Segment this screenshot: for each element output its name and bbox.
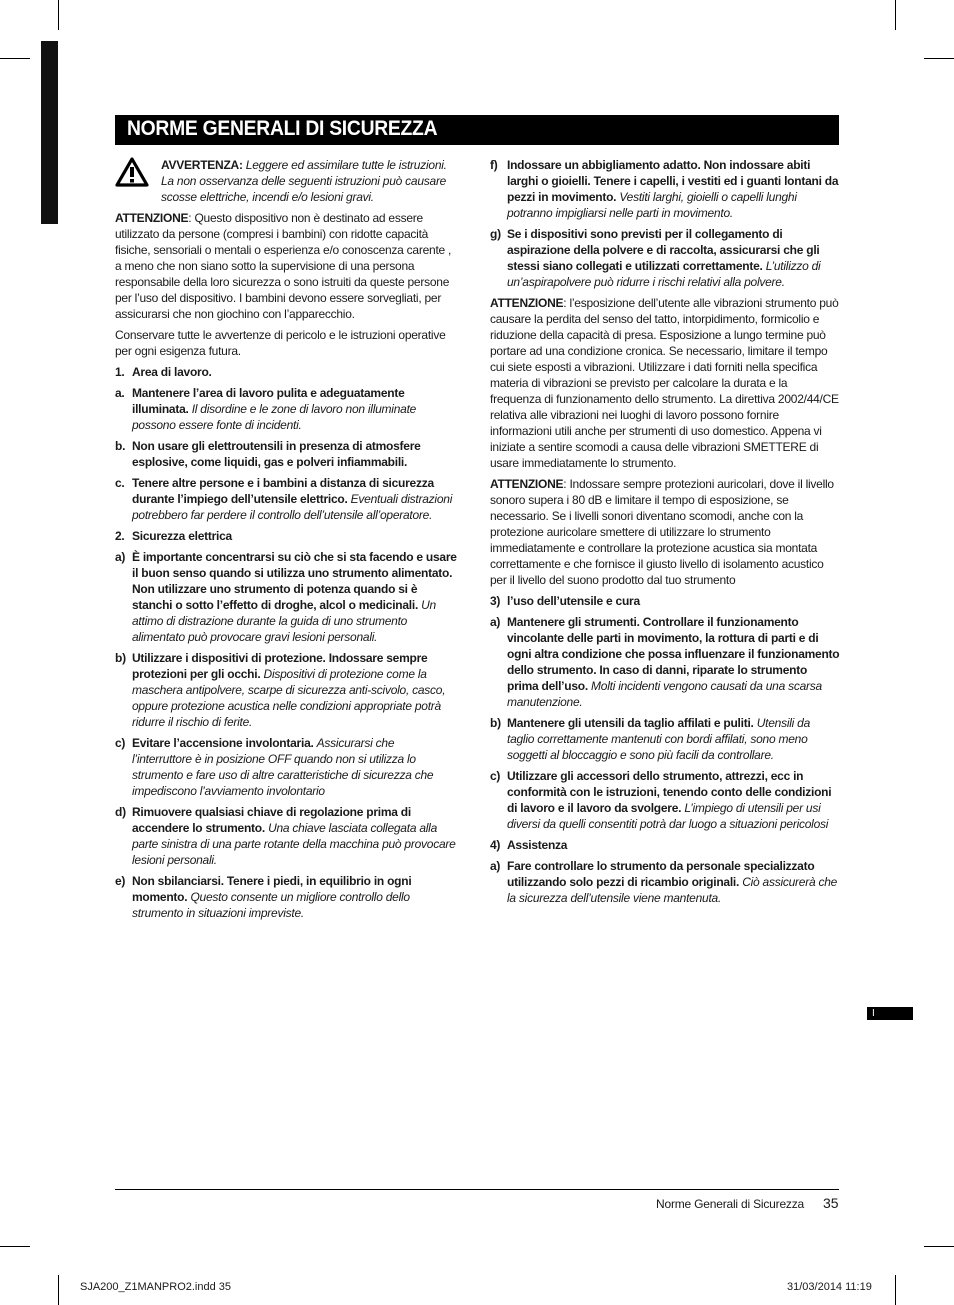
list-item: d) Rimuovere qualsiasi chiave di regolazione prima di accendere lo strumento. Una chiave lasciata collegata alla parte sinistra di una parte rotante della macchina può provocare lesioni personali. bbox=[115, 805, 456, 867]
section-marker-tab bbox=[41, 41, 58, 224]
list-item: b. Non usare gli elettroutensili in presenza di atmosfere esplosive, come liquidi, gas e polveri infiammabili. bbox=[115, 439, 421, 469]
crop-mark bbox=[58, 0, 59, 30]
warning-text: Leggere ed assimilare tutte le istruzioni. La non osservanza delle seguenti istruzioni può causare scosse elettriche, incendi e/o lesioni gravi. bbox=[161, 158, 447, 204]
list-item: c) Utilizzare gli accessori dello strumento, attrezzi, ecc in conformità con le istruzioni, tenendo conto delle condizioni di lavoro e il lavoro da svolgere. L’impiego di utensili per usi diversi da quelli consentiti potrà dar luogo a situazioni pericolosi bbox=[490, 769, 832, 831]
attention-label: ATTENZIONE bbox=[115, 211, 189, 225]
list-item: g) Se i dispositivi sono previsti per il collegamento di aspirazione della polvere e di raccolta, assicurarsi che gli stessi siano collegati e utilizzati correttamente. L’utilizzo di un’aspirapolvere può ridurre i rischi relativi alla polvere. bbox=[490, 227, 821, 289]
list-item: e) Non sbilanciarsi. Tenere i piedi, in equilibrio in ogni momento. Questo consente un migliore controllo dello strumento in situazioni impreviste. bbox=[115, 874, 412, 920]
crop-mark bbox=[924, 58, 954, 59]
list-item: b) Mantenere gli utensili da taglio affilati e puliti. Utensili da taglio correttamente mantenuti con bordi affilati, sono meno soggetti al bloccaggio e sono più facili da controllare. bbox=[490, 716, 810, 762]
language-code: I bbox=[872, 1008, 875, 1019]
section-heading: 2. Sicurezza elettrica bbox=[115, 529, 232, 543]
crop-mark bbox=[895, 1275, 896, 1305]
conserve-paragraph: Conservare tutte le avvertenze di pericolo e le istruzioni operative per ogni esigenza futura. bbox=[115, 328, 446, 358]
page-title: NORME GENERALI DI SICUREZZA bbox=[127, 117, 438, 140]
slug-timestamp: 31/03/2014 11:19 bbox=[787, 1281, 872, 1293]
noise-paragraph: ATTENZIONE: Indossare sempre protezioni auricolari, dove il livello sonoro supera i 80 dB e limitare il tempo di esposizione, se necessario. Se i livelli sonori diventano scomodi, anche con la protezione auricolare smettere di utilizzare lo strumento immediatamente e controllare la protezione acustica sia montata correttamente e che fornisce il giusto livello di isolamento acustico per il livello del suono prodotto dal tuo strumento bbox=[490, 477, 834, 587]
page-number: 35 bbox=[823, 1195, 839, 1211]
attention-text: : Questo dispositivo non è destinato ad essere utilizzato da persone (compresi i bambini) con ridotte capacità fisiche, sensoriali o mentali o esperienza e/o conoscenza carente , a meno che non siano sotto la supervisione di una persona responsabile della loro sicurezza o sono istruiti da queste persone per l’uso del dispositivo. I bambini devono essere sorvegliati, per assicurarsi che non giochino con l’apparecchio. bbox=[115, 211, 452, 321]
footer-section-title: Norme Generali di Sicurezza bbox=[656, 1197, 804, 1211]
vibration-paragraph: ATTENZIONE: l’esposizione dell’utente alle vibrazioni strumento può causare la perdita del senso del tatto, intorpidimento, formicolio e riduzione della capacità di presa. Esposizione a lungo termine può portare ad una condizione cronica. Se necessario, limitare il tempo cui siete esposti a vibrazioni. Utilizzare i dati forniti nella specifica materia di vibrazioni se previsto per calcolare la durata e la frequenza di funzionamento dello strumento. La direttiva 2002/44/CE relativa alle vibrazioni nei luoghi di lavoro possono fornire informazioni utili anche per strumenti di uso domestico. Appena vi iniziate a sentire scomodi a causa delle vibrazioni SMETTERE di usare immediatamente lo strumento. bbox=[490, 296, 839, 470]
language-tab bbox=[867, 1007, 913, 1020]
list-item: b) Utilizzare i dispositivi di protezione. Indossare sempre protezioni per gli occhi. Dispositivi di protezione come la maschera antipolvere, scarpe di sicurezza anti-scivolo, casco, oppure protezione acustica nelle condizioni appropriate potrà ridurre il rischio di ferite. bbox=[115, 651, 446, 729]
page-title-bar bbox=[115, 115, 839, 145]
warning-triangle-icon bbox=[115, 157, 149, 187]
section-heading: 4) Assistenza bbox=[490, 838, 568, 852]
attention-paragraph bbox=[115, 210, 457, 322]
section-heading: 1. Area di lavoro. bbox=[115, 365, 212, 379]
crop-mark bbox=[0, 58, 30, 59]
list-item: a) Fare controllare lo strumento da personale specializzato utilizzando solo pezzi di ricambio originali. Ciò assicurerà che la sicurezza dell’utensile viene mantenuta. bbox=[490, 859, 838, 905]
right-column bbox=[490, 157, 840, 911]
list-item: a) Mantenere gli strumenti. Controllare il funzionamento vincolante delle parti in movimento, la rottura di parti e di ogni altra condizione che possa influenzare il funzionamento dello strumento. In caso di danni, riparate lo strumento prima dell’uso. Molti incidenti vengono causati da una scarsa manutenzione. bbox=[490, 615, 840, 709]
warning-label: AVVERTENZA: bbox=[161, 158, 243, 172]
list-item: f) Indossare un abbigliamento adatto. Non indossare abiti larghi o gioielli. Tenere i capelli, i vestiti ed i guanti lontani da pezzi in movimento. Vestiti larghi, gioielli o capelli lunghi potranno impigliarsi nelle parti in movimento. bbox=[490, 158, 839, 220]
list-item: a. Mantenere l’area di lavoro pulita e adeguatamente illuminata. Il disordine e le zone di lavoro non illuminate possono essere fonte di incidenti. bbox=[115, 386, 417, 432]
list-item: c) Evitare l’accensione involontaria. Assicurarsi che l’interruttore è in posizione OFF quando non si utilizza lo strumento e fare uso di altre caratteristiche di sicurezza che impediscono l’avviamento involontario bbox=[115, 736, 434, 798]
footer-divider bbox=[115, 1189, 839, 1190]
list-item: a) È importante concentrarsi su ciò che si sta facendo e usare il buon senso quando si utilizza uno strumento alimentato. Non utilizzare uno strumento di potenza quando si è stanchi o sotto l’effetto di droghe, alcol o medicinali. Un attimo di distrazione durante la guida di uno strumento alimentato può provocare gravi lesioni personali. bbox=[115, 550, 457, 644]
crop-mark bbox=[895, 0, 896, 30]
list-item: c. Tenere altre persone e i bambini a distanza di sicurezza durante l’impiego dell’utensile elettrico. Eventuali distrazioni potrebbero far perdere il controllo dell’utensile all’operatore. bbox=[115, 476, 453, 522]
section-heading: 3) l’uso dell’utensile e cura bbox=[490, 594, 640, 608]
crop-mark bbox=[58, 1275, 59, 1305]
warning-block bbox=[115, 157, 457, 205]
left-column bbox=[115, 157, 457, 926]
slug-filename: SJA200_Z1MANPRO2.indd 35 bbox=[80, 1281, 232, 1293]
crop-mark bbox=[924, 1246, 954, 1247]
crop-mark bbox=[0, 1246, 30, 1247]
